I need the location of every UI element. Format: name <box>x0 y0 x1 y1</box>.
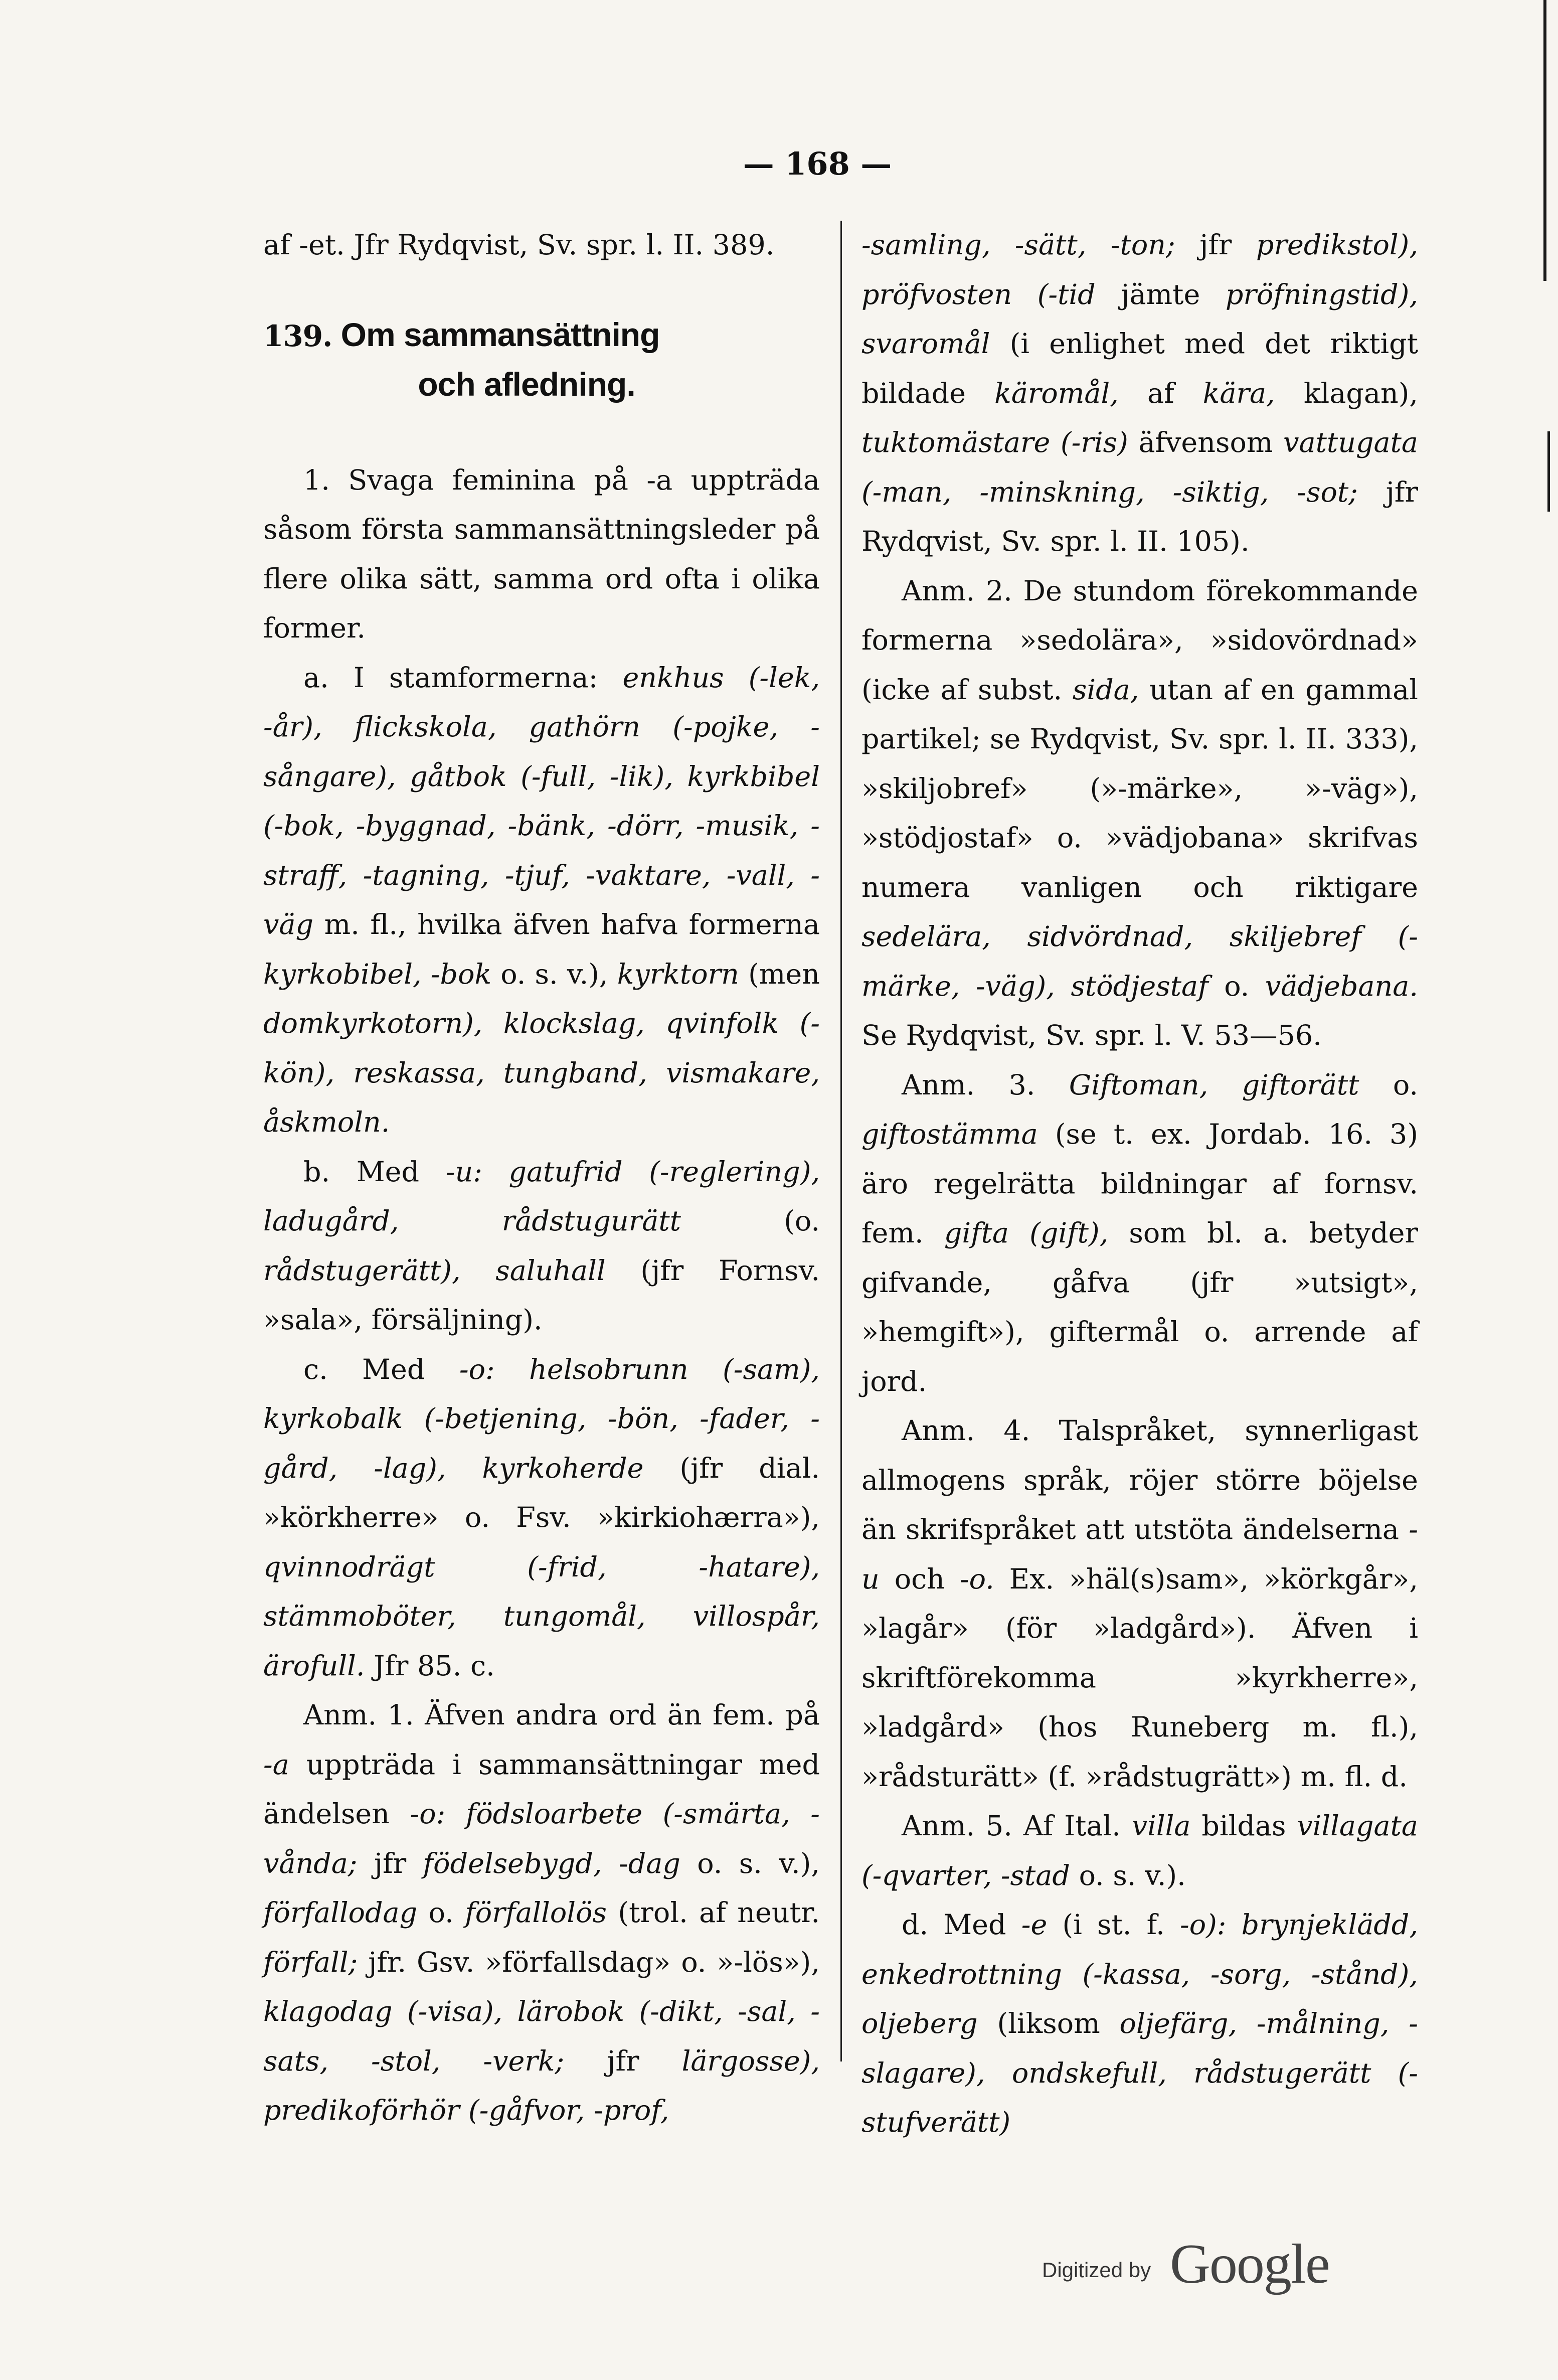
section-heading <box>263 310 820 408</box>
paragraph-b <box>263 1148 820 1345</box>
example-words: kyrktorn <box>617 958 739 991</box>
example-words: käromål, <box>994 377 1119 410</box>
example-words: -u: gatufrid (-reglering), ladugård, rådstugurätt <box>263 1155 820 1237</box>
example-words: Giftoman, giftorätt <box>1069 1068 1359 1101</box>
paragraph-text: m. fl., hvilka äfven hafva formerna <box>324 908 820 941</box>
example-words: enkhus (-lek, -år), flickskola, gathörn (-pojke, -sångare), gåtbok (-full, -lik), kyrkbibel (-bok, -byggnad, -bänk, -dörr, -musik, -straff, -tagning, -tjuf, -vaktare, -vall, -väg <box>263 661 820 941</box>
paragraph-text: (se t. ex. Jordab. 16. 3) äro regelrätta bildningar af fornsv. fem. <box>861 1118 1418 1249</box>
paragraph-text: som bl. a. betyder gifvande, gåfva (jfr »utsigt», »hemgift»), giftermål o. arrende af jord. <box>861 1217 1418 1398</box>
example-words: domkyrkotorn), <box>263 1007 483 1040</box>
note-4 <box>861 1406 1418 1802</box>
example-words: klockslag, qvinfolk (-kön), reskassa, tungband, vismakare, åskmoln. <box>263 1007 820 1139</box>
example-words: rådstugerätt), saluhall <box>263 1254 606 1287</box>
paragraph-text: jfr <box>374 1847 407 1880</box>
google-logo: Google <box>1170 2233 1329 2295</box>
example-words: -o. <box>959 1562 994 1596</box>
paragraph-text: (i st. f. <box>1062 1909 1165 1941</box>
note-1 <box>263 1691 820 2136</box>
example-words: -u <box>861 1513 1418 1596</box>
paragraph-text: (trol. af neutr. <box>618 1896 820 1929</box>
left-column <box>263 221 820 2136</box>
paragraph-text: jämte <box>1121 278 1200 311</box>
example-words: förfallolös <box>465 1896 607 1929</box>
note-3 <box>861 1061 1418 1407</box>
scan-edge-mark <box>1547 431 1550 512</box>
right-column <box>861 221 1418 2148</box>
example-words: -o): brynjeklädd, enkedrottning (-kassa, -sorg, -stånd), oljeberg <box>861 1909 1418 2040</box>
note-lead: Anm. 3. <box>902 1068 1035 1101</box>
example-words: oljefärg, -målning, -slagare), ondskefull, rådstugerätt (-stufverätt) <box>861 2007 1418 2139</box>
paragraph-text: De stundom förekommande formerna »sedolära», »sidovördnad» (icke af subst. <box>861 574 1418 706</box>
paragraph-a <box>263 654 820 1148</box>
paragraph-text: o. s. v.), <box>500 958 608 991</box>
paragraph-text: uppträda i sammansättningar med ändelsen <box>263 1748 820 1830</box>
paragraph-text: jfr <box>1199 229 1232 261</box>
item-lead: c. Med <box>303 1353 425 1386</box>
paragraph-text: af <box>1147 377 1174 410</box>
paragraph-text: (jfr Fornsv. »sala», försäljning). <box>263 1254 820 1336</box>
paragraph-intro <box>263 221 820 270</box>
paragraph-text: Se Rydqvist, Sv. spr. l. V. 53—56. <box>861 1019 1322 1052</box>
example-words: kyrkobibel, -bok <box>263 958 492 991</box>
paragraph-text: (men <box>748 958 820 991</box>
example-words: villagata (-qvarter, -stad <box>861 1810 1418 1892</box>
section-title-line2: och afledning. <box>418 365 635 403</box>
section-number: 139. <box>263 319 332 353</box>
item-lead: a. I stamformerna: <box>303 661 598 694</box>
paragraph-text: Jfr 85. c. <box>374 1649 495 1682</box>
paragraph-c <box>263 1345 820 1691</box>
example-words: sida, <box>1072 673 1139 706</box>
page-number: — 168 — <box>743 145 892 182</box>
paragraph-text: äfvensom <box>1138 426 1273 459</box>
example-words: giftostämma <box>861 1118 1038 1151</box>
paragraph-text: Af Ital. <box>1023 1810 1121 1842</box>
example-words: -o: helsobrunn (-sam), kyrkobalk (-betjening, -bön, -fader, -gård, -lag), kyrkoherde <box>263 1353 820 1485</box>
note-5 <box>861 1802 1418 1900</box>
example-words: -e <box>1021 1909 1048 1941</box>
example-words: födelsebygd, -dag <box>423 1847 680 1880</box>
paragraph-text: 1. Svaga feminina på -a uppträda såsom första sammansättningsleder på flere olika sätt, samma ord ofta i olika former. <box>263 463 820 645</box>
example-words: sedelära, sidvördnad, skiljebref (-märke, -väg), stödjestaf <box>861 920 1418 1003</box>
paragraph-d <box>861 1900 1418 2148</box>
note-lead: Anm. 2. <box>902 574 1012 607</box>
paragraph-text: o. s. v.). <box>1079 1859 1186 1892</box>
paragraph-text: Äfven andra ord än fem. på <box>425 1699 820 1731</box>
paragraph-text: utan af en gammal partikel; se Rydqvist, Sv. spr. l. II. 333), »skiljobref» (»-märke», »-väg»), »stödjostaf» o. »vädjobana» skrifvas numera vanligen och riktigare <box>861 673 1418 904</box>
note-lead: Anm. 5. <box>902 1810 1012 1842</box>
example-words: klagodag (-visa), lärobok (-dikt, -sal, -sats, -stol, -verk; <box>263 1995 820 2078</box>
section-title-line1: Om sammansättning <box>340 315 660 353</box>
example-words: gifta (gift), <box>944 1217 1109 1249</box>
digitized-by-watermark <box>1042 2232 1353 2295</box>
example-words: villa <box>1131 1810 1191 1842</box>
note-lead: Anm. 1. <box>303 1699 414 1731</box>
item-lead: b. Med <box>303 1155 420 1188</box>
paragraph-text: af -et. Jfr Rydqvist, Sv. spr. l. II. 389. <box>263 229 775 261</box>
example-words: förfallodag <box>263 1896 418 1929</box>
example-words: -a <box>263 1748 289 1781</box>
example-words: -o: födsloarbete (-smärta, -vånda; <box>263 1798 820 1880</box>
paragraph-text: bildas <box>1201 1810 1286 1842</box>
paragraph-text: (i enlighet med det riktigt bildade <box>861 328 1418 410</box>
paragraph-text: Talspråket, synnerligast allmogens språk, röjer större böjelse än skrifspråket att utstöta ändelserna <box>861 1414 1418 1546</box>
watermark-prefix: Digitized by <box>1042 2258 1151 2282</box>
item-lead: d. Med <box>902 1909 1006 1941</box>
paragraph-1 <box>263 456 820 654</box>
paragraph-continued <box>861 221 1418 567</box>
paragraph-text: jfr <box>607 2044 639 2078</box>
paragraph-text: o. <box>428 1896 454 1929</box>
note-lead: Anm. 4. <box>902 1414 1030 1447</box>
paragraph-text: (jfr dial. »körkherre» o. Fsv. »kirkiohærra»), <box>263 1452 820 1534</box>
paragraph-text: o. <box>1393 1068 1418 1101</box>
example-words: kära, <box>1202 377 1275 410</box>
column-divider <box>840 221 842 2061</box>
example-words: vattugata (-man, -minskning, -siktig, -sot; <box>861 426 1418 509</box>
paragraph-text: jfr Rydqvist, Sv. spr. l. II. 105). <box>861 475 1418 558</box>
paragraph-text: o. s. v.), <box>697 1847 820 1880</box>
example-words: predikstol), pröfvosten (-tid <box>861 229 1418 311</box>
example-words: tuktomästare (-ris) <box>861 426 1128 459</box>
paragraph-text: jfr. Gsv. »förfallsdag» o. »-lös»), <box>368 1946 820 1979</box>
paragraph-text: (o. <box>784 1205 820 1237</box>
paragraph-text: o. <box>1224 970 1250 1003</box>
example-words: qvinnodrägt (-frid, -hatare), stämmoböter, tungomål, villospår, ärofull. <box>263 1550 820 1682</box>
example-words: vädjebana. <box>1265 970 1418 1003</box>
example-words: lärgosse), predikoförhör (-gåfvor, -prof, <box>263 2044 820 2127</box>
paragraph-text: och <box>894 1562 945 1596</box>
example-words: -samling, -sätt, -ton; <box>861 229 1175 261</box>
note-2 <box>861 567 1418 1061</box>
paragraph-text: Ex. »häl(s)sam», »körkgår», »lagår» (för »ladgård»). Äfven i skriftförekomma »kyrkherre», »ladgård» (hos Runeberg m. fl.), »rådsturätt» (f. »rådstugrätt») m. fl. d. <box>861 1562 1418 1793</box>
paragraph-text: (liksom <box>997 2007 1100 2040</box>
paragraph-text: klagan), <box>1303 377 1418 410</box>
example-words: förfall; <box>263 1946 358 1979</box>
example-words: pröfningstid), svaromål <box>861 278 1418 360</box>
scan-edge-rule <box>1543 0 1546 281</box>
